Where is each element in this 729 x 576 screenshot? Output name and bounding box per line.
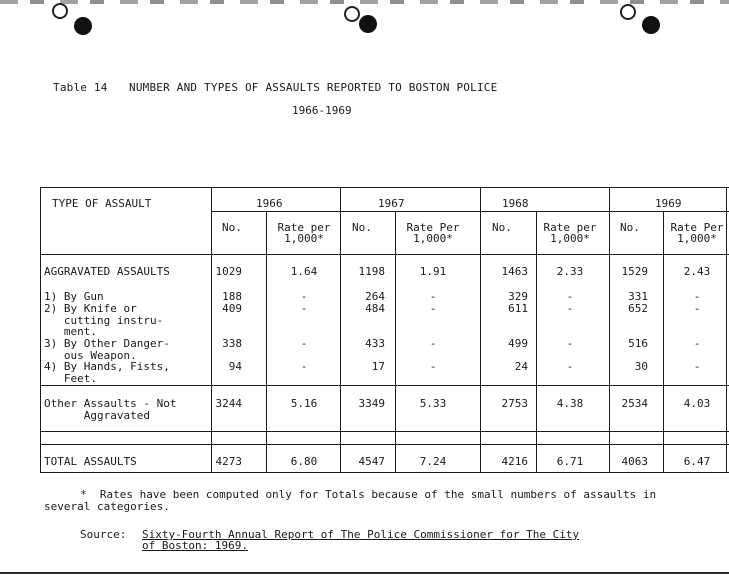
cell-count: 1463 [501, 265, 528, 278]
table-rule-year-divider [211, 187, 212, 472]
rate-column-header-unit: 1,000* [677, 232, 717, 245]
row-label: ous Weapon. [44, 348, 137, 362]
cell-count: 3349 [358, 397, 385, 410]
cell-count: 4216 [501, 455, 528, 468]
cell-count: 499 [508, 337, 528, 350]
table-rule-header [40, 254, 729, 255]
cell-rate: - [429, 337, 437, 350]
table-heading: NUMBER AND TYPES OF ASSAULTS REPORTED TO BOSTON POLICE [129, 81, 498, 94]
table-rule-row [40, 431, 729, 432]
cell-rate: 2.33 [556, 265, 584, 278]
cell-count: 4547 [358, 455, 385, 468]
cell-rate: - [429, 302, 437, 315]
rate-column-header-unit: 1,000* [550, 232, 590, 245]
cell-rate: - [693, 360, 701, 373]
table-number: Table 14 [53, 81, 108, 94]
cell-rate: 2.43 [683, 265, 711, 278]
cell-count: 409 [222, 302, 242, 315]
cell-count: 331 [628, 290, 648, 303]
rate-column-header: Rate Per [406, 221, 460, 234]
cell-rate: 6.71 [556, 455, 584, 468]
cell-count: 1029 [215, 265, 242, 278]
scan-bottom-edge [0, 572, 729, 574]
table-rule-year-divider [340, 187, 341, 472]
cell-count: 17 [371, 360, 385, 373]
cell-rate: - [566, 302, 574, 315]
row-label: TOTAL ASSAULTS [44, 455, 137, 468]
table-rule-left [40, 187, 41, 472]
year-header: 1968 [502, 197, 529, 210]
rate-column-header-unit: 1,000* [413, 232, 453, 245]
cell-count: 264 [365, 290, 385, 303]
table-rule-year-divider [480, 187, 481, 472]
type-of-assault-header: TYPE OF ASSAULT [52, 197, 152, 210]
punch-hole-dot [359, 15, 377, 33]
cell-count: 94 [228, 360, 242, 373]
rate-column-header: Rate Per [670, 221, 724, 234]
no-column-header: No. [352, 221, 372, 234]
punch-hole-ring [620, 4, 636, 20]
cell-count: 24 [514, 360, 528, 373]
cell-rate: - [693, 290, 701, 303]
rate-column-header: Rate per [543, 221, 597, 234]
cell-rate: 4.03 [683, 397, 711, 410]
cell-rate: - [566, 360, 574, 373]
table-rule-col-divider [266, 211, 267, 472]
scan-edge-artifact [0, 0, 729, 4]
cell-rate: - [429, 290, 437, 303]
source-line-2: of Boston: 1969. [142, 539, 248, 552]
source-line-1: Sixty-Fourth Annual Report of The Police Commissioner for The City [142, 528, 580, 541]
row-label: Feet. [44, 371, 97, 385]
no-column-header: No. [492, 221, 512, 234]
table-rule-col-divider [663, 211, 664, 472]
table-rule-col-divider [536, 211, 537, 472]
cell-count: 188 [222, 290, 242, 303]
footnote-marker: * [80, 488, 87, 501]
table-years: 1966-1969 [292, 104, 352, 117]
punch-hole-ring [344, 6, 360, 22]
rate-column-header-unit: 1,000* [284, 232, 324, 245]
cell-rate: - [300, 360, 308, 373]
cell-rate: - [566, 337, 574, 350]
punch-hole-dot [642, 16, 660, 34]
cell-count: 2534 [621, 397, 648, 410]
cell-rate: - [300, 302, 308, 315]
table-rule-row [40, 385, 729, 386]
cell-count: 2753 [501, 397, 528, 410]
table-rule-year-divider [609, 187, 610, 472]
rate-column-header: Rate per [277, 221, 331, 234]
row-label: Other Assaults - Not [44, 397, 177, 410]
no-column-header: No. [620, 221, 640, 234]
footnote-text: Rates have been computed only for Totals because of the small numbers of assaults in several categories. [44, 488, 657, 513]
cell-count: 338 [222, 337, 242, 350]
row-label: Aggravated [44, 408, 150, 422]
punch-hole-ring [52, 3, 68, 19]
table-rule-row [40, 444, 729, 445]
row-label: 2) By Knife or [44, 302, 137, 315]
no-column-header: No. [222, 221, 242, 234]
row-label: 4) By Hands, Fists, [44, 360, 170, 373]
source-citation [80, 529, 579, 551]
table-rule-year [211, 211, 729, 212]
source-label: Source: [80, 528, 127, 541]
cell-rate: 6.47 [683, 455, 711, 468]
cell-rate: - [693, 302, 701, 315]
row-label: AGGRAVATED ASSAULTS [44, 265, 170, 278]
row-label: 3) By Other Danger- [44, 337, 170, 350]
cell-count: 516 [628, 337, 648, 350]
cell-rate: 1.64 [290, 265, 318, 278]
cell-rate: 6.80 [290, 455, 318, 468]
cell-count: 652 [628, 302, 648, 315]
table-rule-col-divider [395, 211, 396, 472]
cell-rate: - [300, 337, 308, 350]
year-header: 1967 [378, 197, 405, 210]
year-header: 1966 [256, 197, 283, 210]
table-rule-top [40, 187, 729, 188]
cell-count: 1529 [621, 265, 648, 278]
footnote [44, 489, 664, 513]
cell-rate: 7.24 [419, 455, 447, 468]
cell-count: 611 [508, 302, 528, 315]
row-label: ment. [44, 325, 97, 338]
punch-hole-dot [74, 17, 92, 35]
cell-count: 4063 [621, 455, 648, 468]
cell-count: 484 [365, 302, 385, 315]
row-label: 1) By Gun [44, 290, 104, 303]
row-label: cutting instru- [44, 313, 164, 327]
year-header: 1969 [655, 197, 682, 210]
cell-count: 329 [508, 290, 528, 303]
cell-count: 3244 [215, 397, 242, 410]
cell-count: 433 [365, 337, 385, 350]
cell-rate: 4.38 [556, 397, 584, 410]
cell-rate: 5.33 [419, 397, 447, 410]
cell-rate: 5.16 [290, 397, 318, 410]
cell-rate: 1.91 [419, 265, 447, 278]
table-rule-bottom [40, 472, 729, 473]
cell-rate: - [429, 360, 437, 373]
cell-count: 4273 [215, 455, 242, 468]
cell-count: 30 [634, 360, 648, 373]
cell-rate: - [300, 290, 308, 303]
cell-count: 1198 [358, 265, 385, 278]
cell-rate: - [693, 337, 701, 350]
cell-rate: - [566, 290, 574, 303]
table-title [53, 81, 497, 94]
